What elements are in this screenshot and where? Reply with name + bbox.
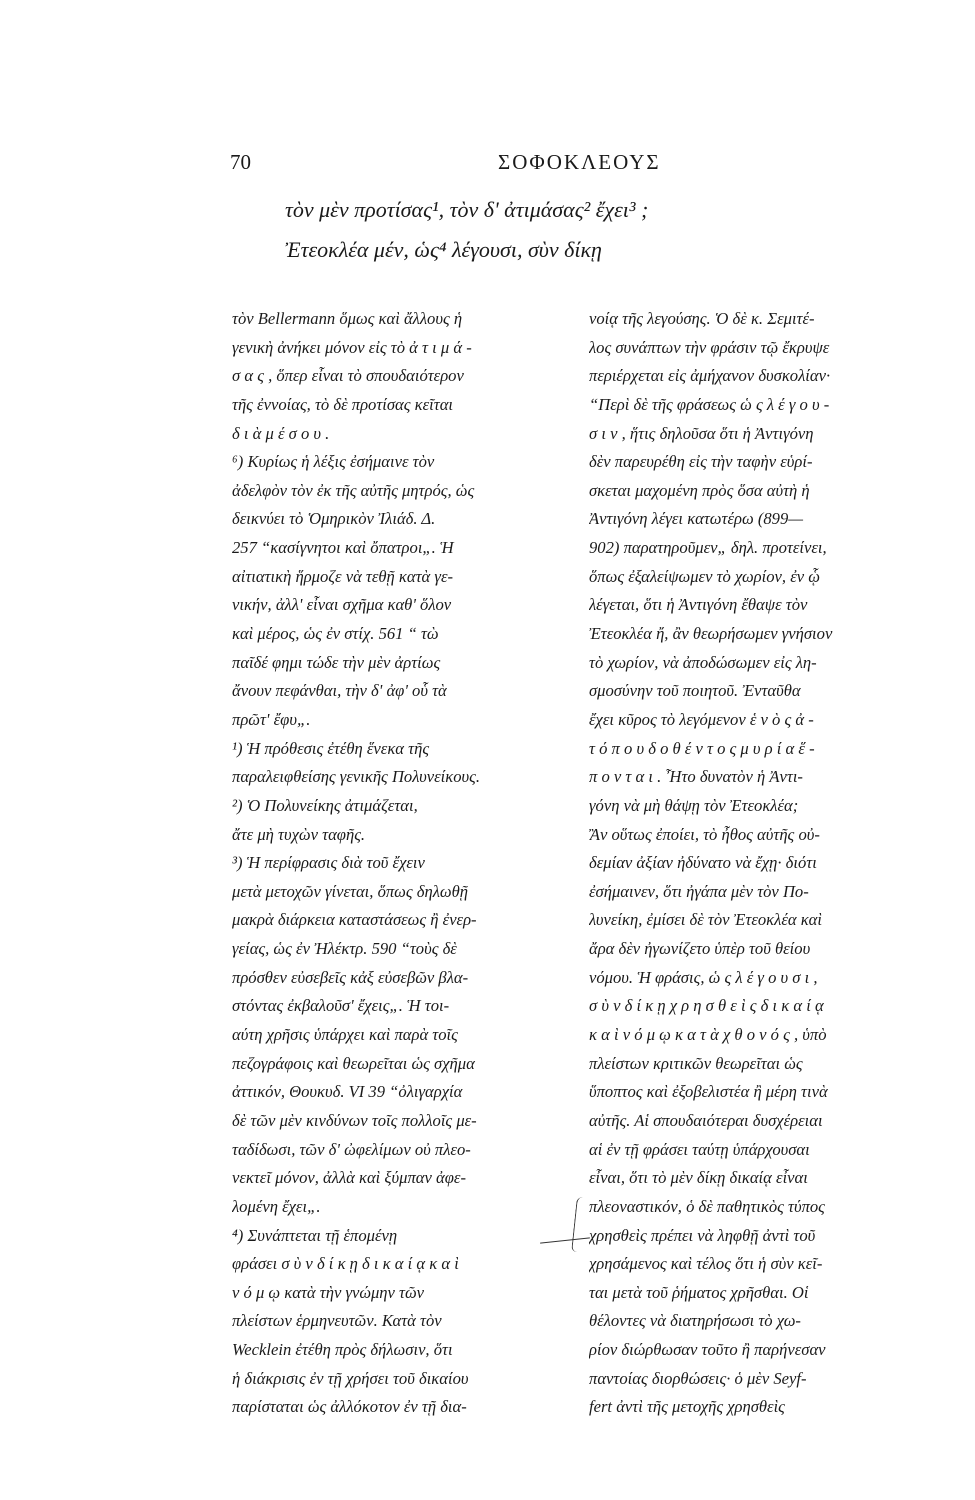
commentary-line: ἐσήμαινεν, ὅτι ἠγάπα μὲν τὸν Πο- <box>589 881 809 901</box>
commentary-line: δὲν παρευρέθη εἰς τὴν ταφὴν εὑρί- <box>589 452 813 472</box>
commentary-line: σ ὺ ν δ ί κ ῃ χ ρ η σ θ ε ὶ ς δ ι κ α ί ᾳ <box>589 996 824 1016</box>
commentary-line: πεζογράφοις καὶ θεωρεῖται ὡς σχῆμα <box>232 1053 475 1073</box>
commentary-line: 257 “κασίγνητοι καὶ ὄπατροι„. Ἡ <box>232 538 454 558</box>
commentary-line: ³) Ἡ περίφρασις διὰ τοῦ ἔχειν <box>232 853 425 873</box>
commentary-line: ὕποπτος καὶ ἐξοβελιστέα ἢ μέρη τινὰ <box>589 1082 828 1102</box>
commentary-line: πρῶτ' ἔφυ„. <box>232 709 311 729</box>
commentary-line: σ α ς , ὅπερ εἶναι τὸ σπουδαιότερον <box>232 366 464 386</box>
commentary-line: παντοίας διορθώσεις· ὁ μὲν Seyf- <box>589 1368 807 1388</box>
commentary-line: ⁶) Κυρίως ἡ λέξις ἐσήμαινε τὸν <box>232 452 435 472</box>
commentary-line: καὶ μέρος, ὡς ἐν στίχ. 561 “ τὼ <box>232 624 439 644</box>
commentary-line: φράσει σ ὺ ν δ ί κ ῃ δ ι κ α ί ᾳ κ α ὶ <box>232 1254 459 1274</box>
page-header <box>230 150 740 180</box>
commentary-line: τὸν Bellermann ὅμως καὶ ἄλλους ἡ <box>232 309 463 328</box>
commentary-line: γόνη νὰ μὴ θάψῃ τὸν Ἐτεοκλέα; <box>589 795 799 815</box>
commentary-line: νοίᾳ τῆς λεγούσης. Ὁ δὲ κ. Σεμιτέ- <box>589 309 815 328</box>
commentary-line: τὸ χωρίον, νὰ ἀποδώσωμεν εἰς λη- <box>589 652 817 672</box>
commentary-line: δ ι ὰ μ έ σ ο υ . <box>232 423 330 443</box>
commentary-right-column <box>589 305 909 1422</box>
commentary-line: πλείστων κριτικῶν θεωρεῖται ὡς <box>589 1053 803 1073</box>
verse-line-2: Ἐτεοκλέα μέν, ὡς⁴ λέγουσι, σὺν δίκῃ <box>285 237 602 262</box>
commentary-line: κ α ὶ ν ό μ ῳ κ α τ ὰ χ θ ο ν ό ς , ὑπὸ <box>589 1025 827 1045</box>
commentary-line: γενικὴ ἀνήκει μόνον εἰς τὸ ἀ τ ι μ ά - <box>232 337 472 357</box>
commentary-line: π ο ν τ α ι . Ἦτο δυνατὸν ἡ Ἀντι- <box>589 767 803 787</box>
commentary-line: λυνείκη, ἐμίσει δὲ τὸν Ἐτεοκλέα καὶ <box>589 910 823 930</box>
commentary-line: ἡ διάκρισις ἐν τῇ χρήσει τοῦ δικαίου <box>232 1368 469 1388</box>
commentary-line: αὐτῆς. Αἱ σπουδαιότεραι δυσχέρειαι <box>589 1110 823 1130</box>
commentary-line: ἀδελφὸν τὸν ἐκ τῆς αὐτῆς μητρός, ὡς <box>232 480 475 500</box>
commentary-left-column <box>232 305 572 1422</box>
commentary-line: νικήν, ἀλλ' εἶναι σχῆμα καθ' ὅλον <box>232 595 452 615</box>
commentary-line: ταδίδωσι, τῶν δ' ὠφελίμων οὐ πλεο- <box>232 1139 471 1159</box>
commentary-line: ἄνουν πεφάνθαι, τὴν δ' ἀφ' οὗ τὰ <box>232 681 447 701</box>
commentary-line: σμοσύνην τοῦ ποιητοῦ. Ἐνταῦθα <box>589 681 801 701</box>
commentary-line: αἱ ἐν τῇ φράσει ταύτῃ ὑπάρχουσαι <box>589 1139 810 1159</box>
commentary-line: ὅπως ἐξαλείψωμεν τὸ χωρίον, ἐν ᾧ <box>589 566 820 586</box>
commentary-line: ⁴) Συνάπτεται τῇ ἑπομένῃ <box>232 1225 398 1245</box>
commentary-line: περιέρχεται εἰς ἀμήχανον δυσκολίαν· <box>589 366 831 386</box>
commentary-line: δὲ τῶν μὲν κινδύνων τοῖς πολλοῖς με- <box>232 1110 477 1130</box>
commentary-line: πλεοναστικόν, ὁ δὲ παθητικὸς τύπος <box>589 1196 825 1216</box>
commentary-line: “Περὶ δὲ τῆς φράσεως ὡ ς λ έ γ ο υ - <box>589 394 830 414</box>
commentary-line: εἶναι, ὅτι τὸ μὲν δίκῃ δικαίᾳ εἶναι <box>589 1168 808 1188</box>
commentary-line: ρίον διώρθωσαν τοῦτο ἢ παρήνεσαν <box>589 1340 826 1360</box>
commentary-line: μακρὰ διάρκεια καταστάσεως ἢ ἐνερ- <box>232 910 477 930</box>
commentary-line: σ ι ν , ἥτις δηλοῦσα ὅτι ἡ Ἀντιγόνη <box>589 423 814 443</box>
running-title: ΣΟΦΟΚΛΕΟΥΣ <box>498 150 661 174</box>
commentary-line: τ ό π ο υ δ ο θ έ ν τ ο ς μ υ ρ ί α ἕ - <box>589 738 815 758</box>
commentary-line: χρησάμενος καὶ τέλος ὅτι ἡ σὺν κεῖ- <box>589 1254 823 1274</box>
commentary-line: Ἐτεοκλέα ἤ, ἂν θεωρήσωμεν γνήσιον <box>589 624 833 644</box>
commentary-line: παραλειφθείσης γενικῆς Πολυνείκους. <box>232 767 481 787</box>
commentary-line: λέγεται, ὅτι ἡ Ἀντιγόνη ἔθαψε τὸν <box>589 595 808 615</box>
commentary-line: ἄτε μὴ τυχὼν ταφῆς. <box>232 824 366 844</box>
commentary-line: ¹) Ἡ πρόθεσις ἐτέθη ἕνεκα τῆς <box>232 738 430 758</box>
commentary-line: τῆς ἐννοίας, τὸ δὲ προτίσας κεῖται <box>232 394 454 414</box>
commentary-line: πρόσθεν εὐσεβεῖς κἀξ εὐσεβῶν βλα- <box>232 967 469 987</box>
commentary-line: Ἀντιγόνη λέγει κατωτέρω (899— <box>589 509 804 529</box>
commentary-line: σκεται μαχομένη πρὸς ὅσα αὐτὴ ἡ <box>589 480 810 500</box>
commentary-line: λομένη ἔχει„. <box>232 1196 321 1216</box>
commentary-line: Ἂν οὕτως ἐποίει, τὸ ἦθος αὐτῆς οὐ- <box>589 824 820 844</box>
commentary-line: γείας, ὡς ἐν Ἠλέκτρ. 590 “τοὺς δὲ <box>232 939 457 959</box>
commentary-line: ἄρα δὲν ἠγωνίζετο ὑπὲρ τοῦ θείου <box>589 939 811 959</box>
commentary-line: νόμου. Ἡ φράσις, ὡ ς λ έ γ ο υ σ ι , <box>589 967 818 987</box>
commentary-line: λος συνάπτων τὴν φράσιν τῷ ἔκρυψε <box>589 337 830 357</box>
commentary-line: ἔχει κῦρος τὸ λεγόμενον ἑ ν ὸ ς ἀ - <box>589 709 814 729</box>
commentary-line: Wecklein ἐτέθη πρὸς δήλωσιν, ὅτι <box>232 1340 453 1360</box>
commentary-line: αἰτιατικὴ ἥρμοζε νὰ τεθῇ κατὰ γε- <box>232 566 454 586</box>
verse-line-1: τὸν μὲν προτίσας¹, τὸν δ' ἀτιμάσας² ἔχει³ ; <box>285 197 649 222</box>
commentary-line: ἀττικόν, Θουκυδ. VI 39 “ὀλιγαρχία <box>232 1082 463 1102</box>
commentary-line: ²) Ὁ Πολυνείκης ἀτιμάζεται, <box>232 795 418 815</box>
handwritten-bracket-mark <box>571 1197 588 1252</box>
commentary-line: στόντας ἐκβαλοῦσ' ἔχεις„. Ἡ τοι- <box>232 996 450 1016</box>
commentary-line: αύτη χρῆσις ὑπάρχει καὶ παρὰ τοῖς <box>232 1025 458 1045</box>
commentary-line: παρίσταται ὡς ἀλλόκοτον ἐν τῇ δια- <box>232 1397 467 1417</box>
commentary-line: θέλοντες νὰ διατηρήσωσι τὸ χω- <box>589 1311 801 1331</box>
commentary-line: ν ό μ ῳ κατὰ τὴν γνώμην τῶν <box>232 1282 425 1302</box>
commentary-line: fert ἀντὶ τῆς μετοχῆς χρησθεὶς <box>589 1397 785 1417</box>
commentary-line: χρησθεὶς πρέπει νὰ ληφθῇ ἀντὶ τοῦ <box>589 1225 816 1245</box>
commentary-line: δεικνύει τὸ Ὁμηρικὸν Ἰλιάδ. Δ. <box>232 509 436 529</box>
commentary-line: νεκτεῖ μόνον, ἀλλὰ καὶ ξύμπαν ἀφε- <box>232 1168 466 1188</box>
commentary-line: πλείστων ἑρμηνευτῶν. Κατὰ τὸν <box>232 1311 442 1331</box>
page-number: 70 <box>230 150 251 174</box>
commentary-line: μετὰ μετοχῶν γίνεται, ὅπως δηλωθῇ <box>232 881 469 901</box>
commentary-line: δεμίαν ἀξίαν ἠδύνατο νὰ ἔχῃ· διότι <box>589 853 817 873</box>
commentary-line: παῖδέ φημι τώδε τὴν μὲν ἀρτίως <box>232 652 441 672</box>
commentary-line: 902) παρατηροῦμεν„ δηλ. προτείνει, <box>589 538 827 558</box>
commentary-line: ται μετὰ τοῦ ῥήματος χρῆσθαι. Οἱ <box>589 1282 809 1302</box>
